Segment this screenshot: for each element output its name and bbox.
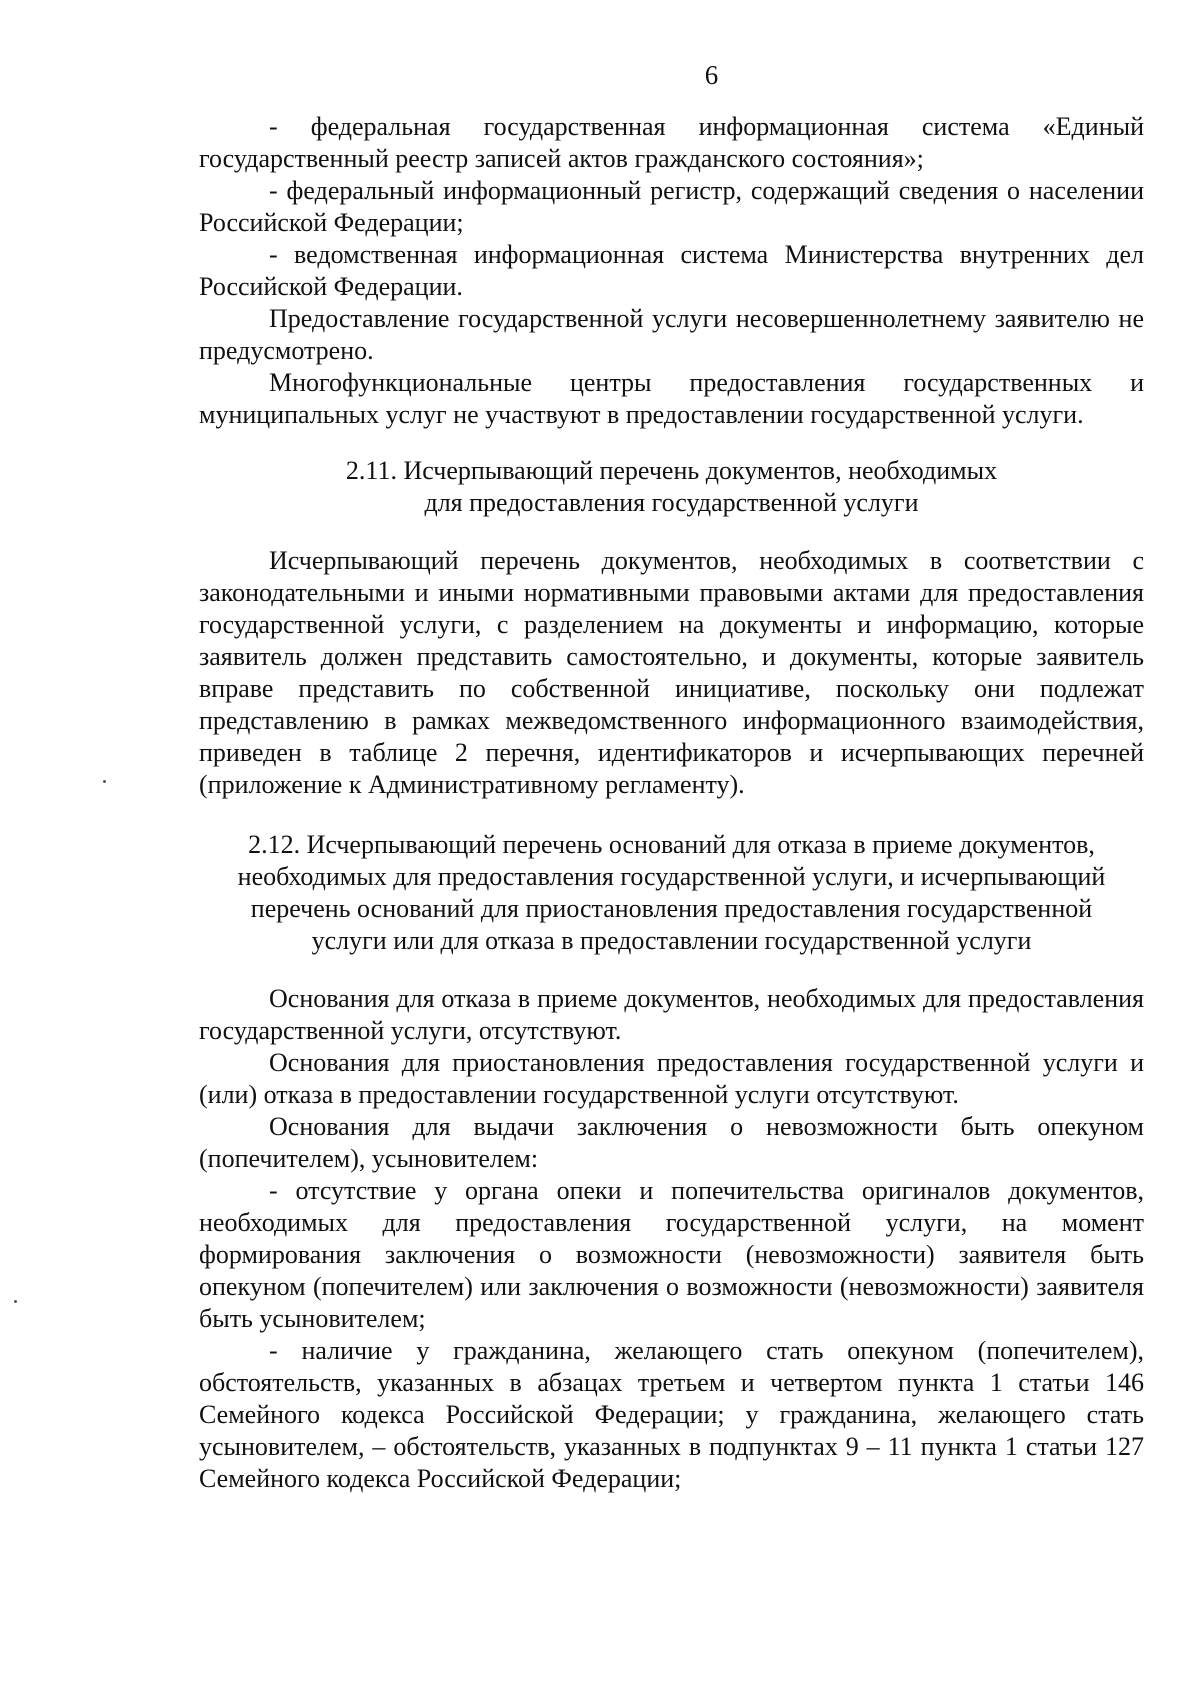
section-2-12-paragraph-4: - отсутствие у органа опеки и попечительства оригиналов документов, необходимых для предоставления государственной услуги, на момент формирования заключения о возможности (невозможности) заявителя быть опекуном (попечителем) или заключения о возможности (невозможности) заявителя быть усыновителем;	[199, 1176, 1144, 1333]
section-2-11-heading-line-2: для предоставления государственной услуги	[424, 488, 919, 517]
section-2-12-heading-line-2: необходимых для предоставления государственной услуги, и исчерпывающий	[237, 862, 1106, 891]
section-2-12-paragraph-2: Основания для приостановления предоставления государственной услуги и (или) отказа в предоставлении государственной услуги отсутствуют.	[199, 1048, 1144, 1109]
section-2-12-paragraph-3: Основания для выдачи заключения о невозможности быть опекуном (попечителем), усыновителем:	[199, 1112, 1144, 1173]
section-2-12-heading-line-3: перечень оснований для приостановления предоставления государственной	[250, 894, 1093, 923]
paragraph-top-2: - федеральный информационный регистр, содержащий сведения о населении Российской Федерации;	[199, 176, 1144, 237]
paragraph-top-1: - федеральная государственная информационная система «Единый государственный реестр записей актов гражданского состояния»;	[199, 112, 1144, 173]
paragraph-top-3: - ведомственная информационная система Министерства внутренних дел Российской Федерации.	[199, 240, 1144, 301]
section-2-12-paragraph-5: - наличие у гражданина, желающего стать опекуном (попечителем), обстоятельств, указанных в абзацах третьем и четвертом пункта 1 статьи 146 Семейного кодекса Российской Федерации; у гражданина, желающего стать усыновителем, – обстоятельств, указанных в подпунктах 9 – 11 пункта 1 статьи 127 Семейного кодекса Российской Федерации;	[199, 1336, 1144, 1493]
section-2-11-paragraph-1: Исчерпывающий перечень документов, необходимых в соответствии с законодательными и иными нормативными правовыми актами для предоставления государственной услуги, с разделением на документы и информацию, которые заявитель должен представить самостоятельно, и документы, которые заявитель вправе представить по собственной инициативе, поскольку они подлежат представлению в рамках межведомственного информационного взаимодействия, приведен в таблице 2 перечня, идентификаторов и исчерпывающих перечней (приложение к Административному регламенту).	[199, 546, 1144, 799]
scan-speck	[103, 780, 106, 783]
paragraph-top-4: Предоставление государственной услуги несовершеннолетнему заявителю не предусмотрено.	[199, 304, 1144, 365]
paragraph-top-5: Многофункциональные центры предоставления государственных и муниципальных услуг не участвуют в предоставлении государственной услуги.	[199, 368, 1144, 429]
scan-speck	[14, 1300, 17, 1303]
section-2-12-paragraph-1: Основания для отказа в приеме документов, необходимых для предоставления государственной услуги, отсутствуют.	[199, 984, 1144, 1045]
section-2-12-heading	[199, 829, 1144, 957]
section-2-12-heading-line-4: услуги или для отказа в предоставлении государственной услуги	[311, 926, 1032, 955]
section-2-11-heading-line-1: 2.11. Исчерпывающий перечень документов, необходимых	[345, 456, 998, 485]
section-2-12-heading-line-1: 2.12. Исчерпывающий перечень оснований для отказа в приеме документов,	[248, 830, 1095, 859]
section-2-11-heading	[199, 455, 1144, 519]
page-number: 6	[704, 60, 719, 90]
document-page	[199, 60, 1144, 1495]
